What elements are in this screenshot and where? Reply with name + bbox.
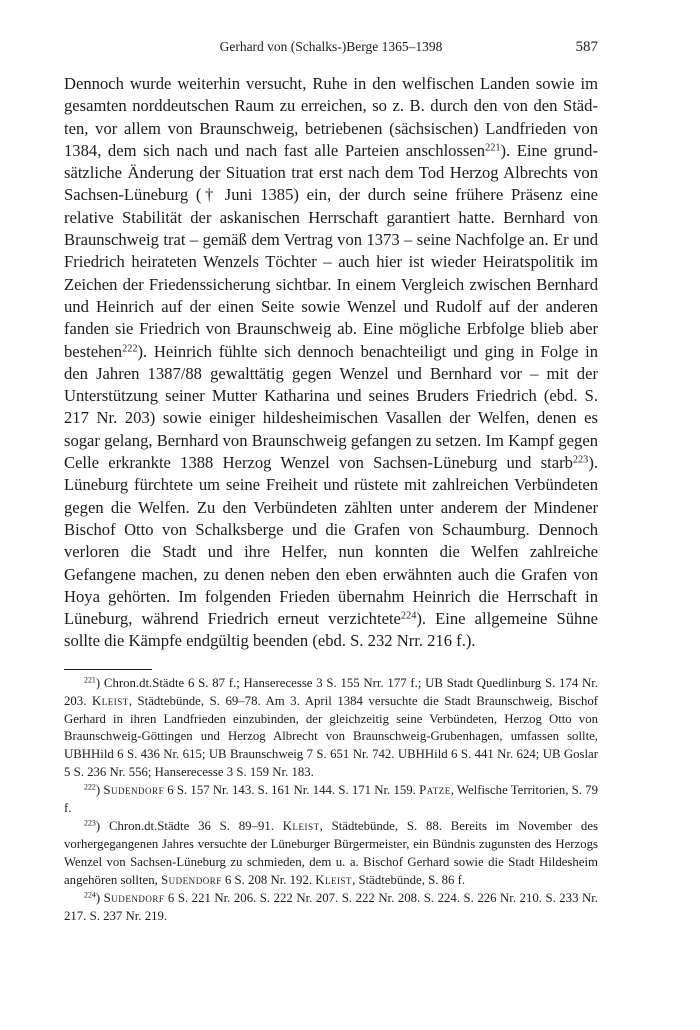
body-text-4: ). Lüneburg fürchtete um seine Freiheit und rüstete mit zahlreichen Verbündeten gegen die Welfen. Zu den Verbündeten zählten unter anderem der Mindener Bischof Otto von Schalksberge und die Grafen von Schaumburg. Dennoch verloren die Stadt und ihre Helfer, nun konnten die Welfen zahlreiche Gefangene machen, zu denen neben den eben erwähnten auch die Grafen von Hoya gehörten. Im folgenden Frieden übernahm Heinrich die Herrschaft in Lüneburg, während Friedrich erneut verzichtete — [64, 453, 598, 629]
footnote-text: ) Chron.dt.Städte 6 S. 87 f.; Hanserecesse 3 S. 155 Nrr. 177 f.; UB Stadt Quedlinburg S. 174 Nr. 203. — [64, 675, 598, 708]
footnote-text: 6 S. 157 Nr. 143. S. 161 Nr. 144. S. 171 Nr. 159. — [164, 783, 420, 798]
footnote-224 — [64, 890, 598, 926]
footnote-223 — [64, 818, 598, 890]
footnote-ref-223: 223 — [572, 454, 589, 466]
author-name: Sudendorf — [103, 783, 165, 798]
body-paragraph — [64, 73, 598, 653]
author-name: Kleist — [315, 872, 353, 887]
footnote-number: 222 — [84, 782, 96, 792]
footnote-ref-224: 224 — [400, 610, 417, 622]
footnote-text: , Welfische Territorien, S. 79 f. — [64, 783, 598, 816]
author-name: Kleist — [282, 818, 320, 833]
author-name: Sudendorf — [103, 890, 165, 905]
body-text-2: ). Eine grundsätzliche Änderung der Situation trat erst nach dem Tod Herzog Albrechts von Sachsen-Lüneburg († Juni 1385) ein, der durch seine frühere Präsenz eine relative Stabilität der askanischen Herrschaft garantiert hatte. Bernhard von Braunschweig trat – gemäß dem Vertrag von 1373 – seine Nachfolge an. Er und Friedrich heirateten Wenzels Töchter – auch hier ist wieder Heiratspolitik im Zeichen der Friedenssicherung sichtbar. In einem Vergleich zwischen Bernhard und Heinrich auf der einen Seite sowie Wenzel und Rudolf auf der anderen fanden sie Friedrich von Braunschweig ab. Eine mögliche Erbfolge blieb aber bestehen — [64, 140, 598, 361]
main-text — [64, 73, 598, 653]
author-name: Sudendorf — [161, 872, 222, 887]
footnote-222 — [64, 782, 598, 818]
footnote-text: ) — [95, 890, 104, 905]
running-title: Gerhard von (Schalks-)Berge 1365–1398 — [219, 39, 443, 54]
body-text-1: Dennoch wurde weiterhin versucht, Ruhe in den welfischen Landen sowie im gesamten norddeutschen Raum zu erreichen, so z. B. durch den von den Städten, vor allem von Braunschweig, betriebenen (sächsischen) Landfrieden von 1384, dem sich nach und nach fast alle Parteien anschlossen — [64, 74, 598, 160]
footnote-number: 221 — [84, 675, 96, 685]
footnote-text: 6 S. 221 Nr. 206. S. 222 Nr. 207. S. 222 Nr. 208. S. 224. S. 226 Nr. 210. S. 233 Nr. 217. S. 237 Nr. 219. — [64, 890, 598, 923]
footnote-text: ) — [95, 783, 104, 798]
footnote-number: 223 — [84, 818, 96, 828]
author-name: Patze — [419, 783, 451, 798]
footnotes — [64, 675, 598, 926]
footnote-number: 224 — [84, 890, 96, 900]
footnote-ref-222: 222 — [122, 342, 138, 354]
footnote-ref-221: 221 — [485, 142, 501, 154]
book-page — [64, 36, 598, 925]
footnote-separator — [64, 669, 152, 670]
footnote-text: , Städtebünde, S. 69–78. Am 3. April 1384 versuchte die Stadt Braunschweig, Bischof Gerhard in ihren Landfrieden einzubinden, der gleichzeitig seine Verbündeten, Herzog Otto von Braunschweig-Göttingen und Herzog Albrecht von Braunschweig-Grubenhagen, umfassen sollte, UBHHild 6 S. 436 Nr. 615; UB Braunschweig 7 S. 651 Nr. 742. UBHHild 6 S. 441 Nr. 624; UB Goslar 5 S. 236 Nr. 556; Hanserecesse 3 S. 159 Nr. 183. — [64, 693, 598, 780]
footnote-text: , Städtebünde, S. 86 f. — [352, 872, 466, 887]
footnote-text: ) Chron.dt.Städte 36 S. 89–91. — [95, 818, 283, 833]
running-head — [64, 36, 598, 58]
footnote-text: 6 S. 208 Nr. 192. — [221, 872, 316, 887]
body-text-3: ). Heinrich fühlte sich dennoch benachteiligt und ging in Folge in den Jahren 1387/88 gewalttätig gegen Wenzel und Bernhard vor – mit der Unterstützung seiner Mutter Katharina und seines Bruders Friedrich (ebd. S. 217 Nr. 203) sowie einiger hildesheimischen Vasallen der Welfen, denen es sogar gelang, Bernhard von Braunschweig gefangen zu setzen. Im Kampf gegen Celle erkrankte 1388 Herzog Wenzel von Sachsen-Lüneburg und starb — [64, 341, 598, 473]
author-name: Kleist — [91, 693, 129, 708]
footnote-text: , Städtebünde, S. 88. Bereits im November des vorhergegangenen Jahres versuchte der Lüneburger Bürgermeister, ein Bündnis zugunsten des Herzogs Wenzel von Sachsen-Lüneburg zu schmieden, dem u. a. Bischof Gerhard sowie die Stadt Hildesheim angehören sollten, — [64, 818, 598, 887]
page-number: 587 — [575, 39, 598, 55]
body-text-5: ). Eine allgemeine Sühne sollte die Kämpfe endgültig beenden (ebd. S. 232 Nrr. 216 f.). — [64, 609, 598, 651]
footnote-221 — [64, 675, 598, 782]
